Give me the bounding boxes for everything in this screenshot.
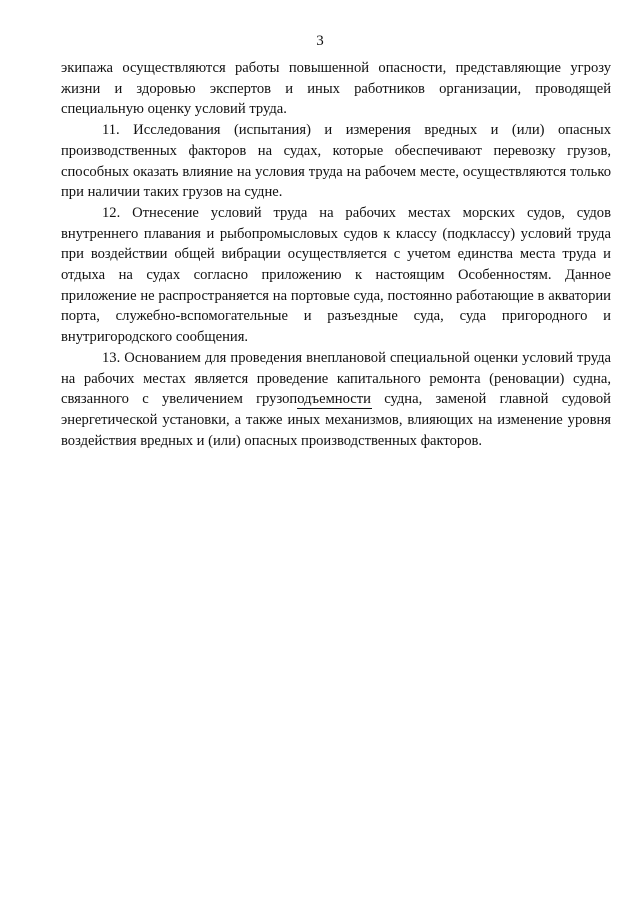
page-number: 3 — [316, 33, 324, 49]
document-body — [61, 58, 611, 451]
paragraph-13: 13. Основанием для проведения внеплановой специальной оценки условий труда на рабочих местах является проведение капитального ремонта (реновации) судна, связанного с увеличением грузоподъемности судна, заменой главной судовой энергетической установки, а также иных механизмов, влияющих на изменение уровня воздействия вредных и (или) опасных производственных факторов. — [61, 349, 611, 449]
end-of-text-divider — [297, 408, 372, 409]
paragraph-continuation: экипажа осуществляются работы повышенной опасности, представляющие угрозу жизни и здоровью экспертов и иных работников организации, проводящей специальную оценку условий труда. — [61, 60, 611, 118]
paragraph-11: 11. Исследования (испытания) и измерения вредных и (или) опасных производственных факторов на судах, которые обеспечивают перевозку грузов, способных оказать влияние на условия труда на рабочем месте, осуществляются только при наличии таких грузов на судне. — [61, 122, 611, 201]
paragraph-12: 12. Отнесение условий труда на рабочих местах морских судов, судов внутреннего плавания и рыбопромысловых судов к классу (подклассу) условий труда при воздействии общей вибрации осуществляется с учетом единства места труда и отдыха на судах согласно приложению к настоящим Особенностям. Данное приложение не распространяется на портовые суда, постоянно работающие в акватории порта, служебно-вспомогательные и разъездные суда, суда пригородного и внутригородского сообщения. — [61, 204, 611, 346]
